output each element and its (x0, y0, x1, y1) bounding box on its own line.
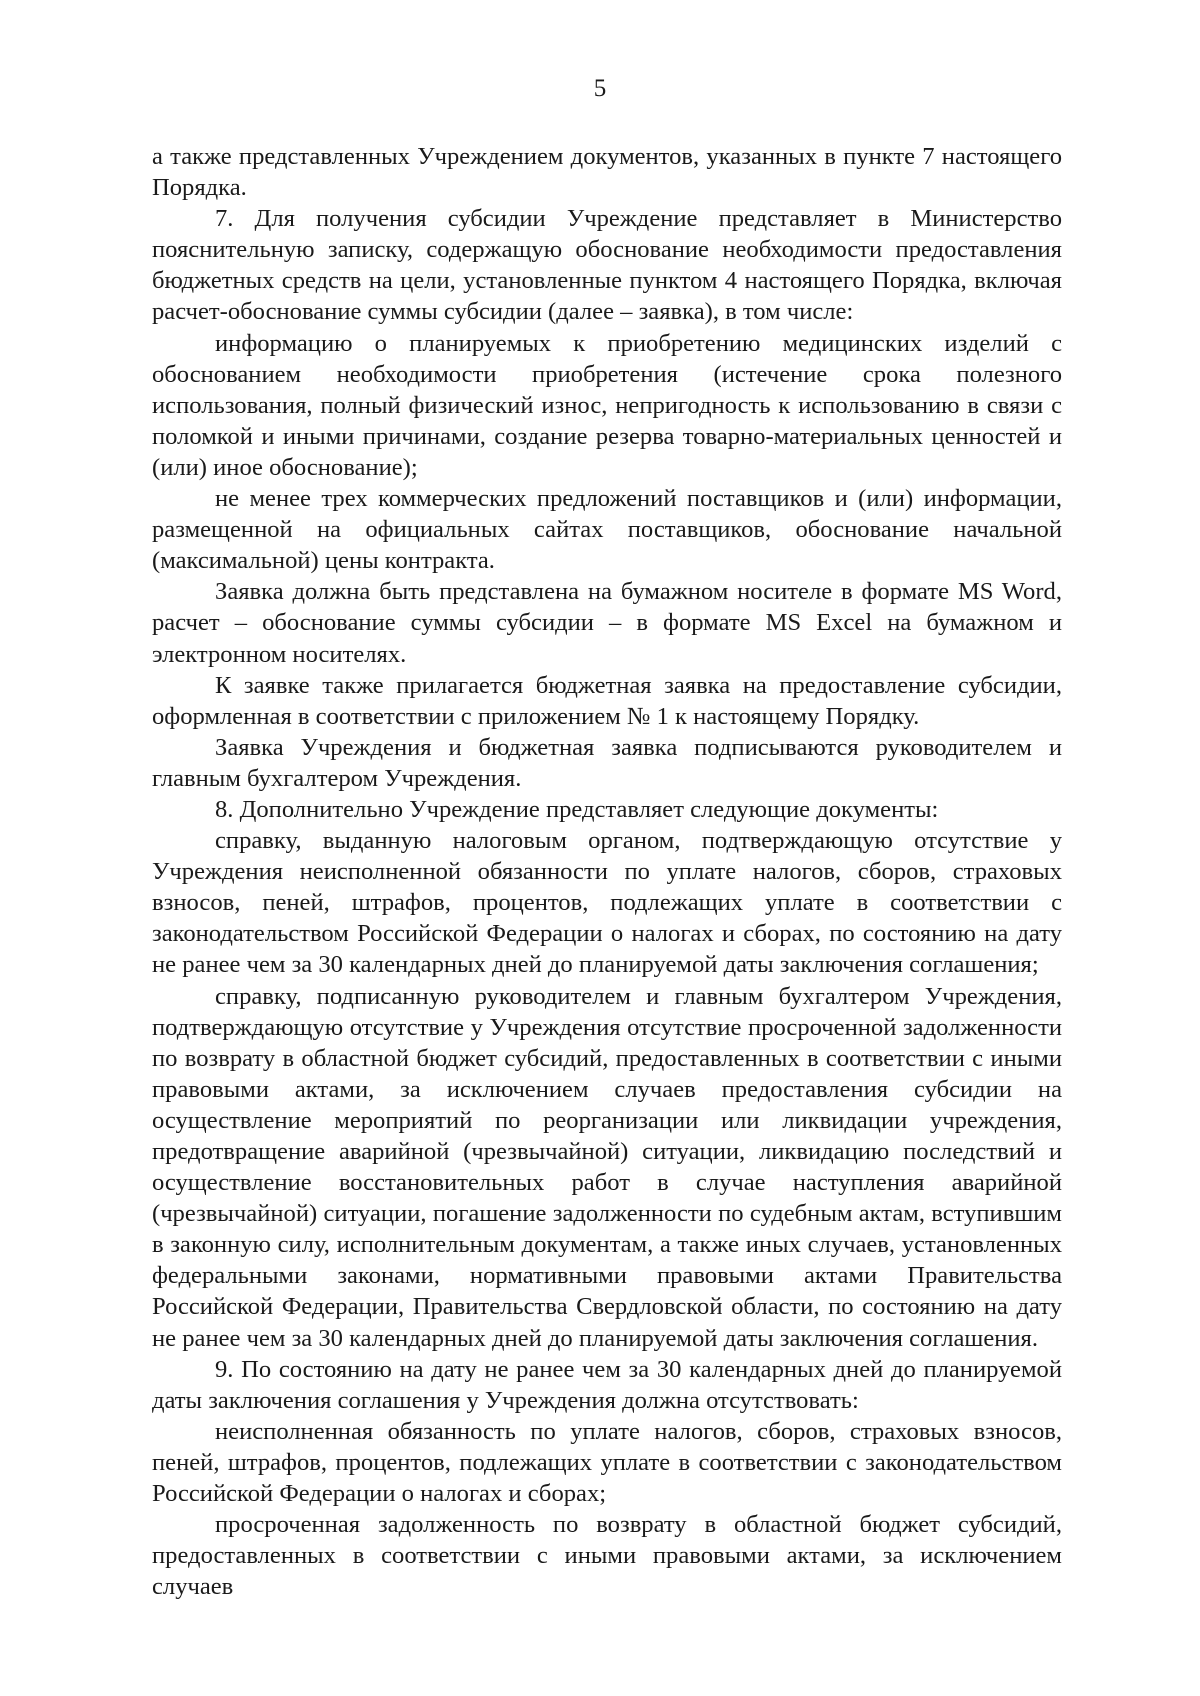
paragraph-item-7: 7. Для получения субсидии Учреждение представляет в Министерство пояснительную записку, содержащую обоснование необходимости предоставления бюджетных средств на цели, установленные пунктом 4 настоящего Порядка, включая расчет-обоснование суммы субсидии (далее – заявка), в том числе: (152, 205, 1062, 326)
document-body (152, 141, 1062, 1602)
paragraph-application-format: Заявка должна быть представлена на бумажном носителе в формате MS Word, расчет – обоснование суммы субсидии – в формате MS Excel на бумажном и электронном носителях. (152, 578, 1062, 668)
paragraph-item-8: 8. Дополнительно Учреждение представляет следующие документы: (215, 795, 939, 823)
paragraph-continuation: а также представленных Учреждением документов, указанных в пункте 7 настоящего Порядка. (152, 143, 1062, 202)
paragraph-commercial-offers: не менее трех коммерческих предложений поставщиков и (или) информации, размещенной на официальных сайтах поставщиков, обоснование начальной (максимальной) цены контракта. (152, 485, 1062, 575)
paragraph-signatures: Заявка Учреждения и бюджетная заявка подписываются руководителем и главным бухгалтером Учреждения. (152, 733, 1062, 792)
paragraph-unfulfilled-obligation: неисполненная обязанность по уплате налогов, сборов, страховых взносов, пеней, штрафов, процентов, подлежащих уплате в соответствии с законодательством Российской Федерации о налогах и сборах; (152, 1417, 1062, 1508)
paragraph-tax-certificate: справку, выданную налоговым органом, подтверждающую отсутствие у Учреждения неисполненной обязанности по уплате налогов, сборов, страховых взносов, пеней, штрафов, процентов, подлежащих уплате в соответствии с законодательством Российской Федерации о налогах и сборах, по состоянию на дату не ранее чем за 30 календарных дней до планируемой даты заключения соглашения; (152, 827, 1062, 979)
paragraph-item-9: 9. По состоянию на дату не ранее чем за 30 календарных дней до планируемой даты заключения соглашения у Учреждения должна отсутствовать: (152, 1355, 1062, 1414)
paragraph-overdue-debt: просроченная задолженность по возврату в областной бюджет субсидий, предоставленных в соответствии с иными правовыми актами, за исключением случаев (152, 1511, 1062, 1601)
page-number: 5 (593, 75, 607, 102)
paragraph-medical-devices-info: информацию о планируемых к приобретению медицинских изделий с обоснованием необходимости приобретения (истечение срока полезного использования, полный физический износ, непригодность к использованию в связи с поломкой и иными причинами, создание резерва товарно-материальных ценностей и (или) иное обоснование); (152, 329, 1062, 481)
paragraph-budget-application: К заявке также прилагается бюджетная заявка на предоставление субсидии, оформленная в соответствии с приложением № 1 к настоящему Порядку. (152, 671, 1062, 730)
paragraph-debt-certificate: справку, подписанную руководителем и главным бухгалтером Учреждения, подтверждающую отсутствие у Учреждения отсутствие просроченной задолженности по возврату в областной бюджет субсидий, предоставленных в соответствии с иными правовыми актами, за исключением случаев предоставления субсидии на осуществление мероприятий по реорганизации или ликвидации учреждения, предотвращение аварийной (чрезвычайной) ситуации, ликвидацию последствий и осуществление восстановительных работ в случае наступления аварийной (чрезвычайной) ситуации, погашение задолженности по судебным актам, вступившим в законную силу, исполнительным документам, а также иных случаев, установленных федеральными законами, нормативными правовыми актами Правительства Российской Федерации, Правительства Свердловской области, по состоянию на дату не ранее чем за 30 календарных дней до планируемой даты заключения соглашения. (152, 982, 1062, 1352)
